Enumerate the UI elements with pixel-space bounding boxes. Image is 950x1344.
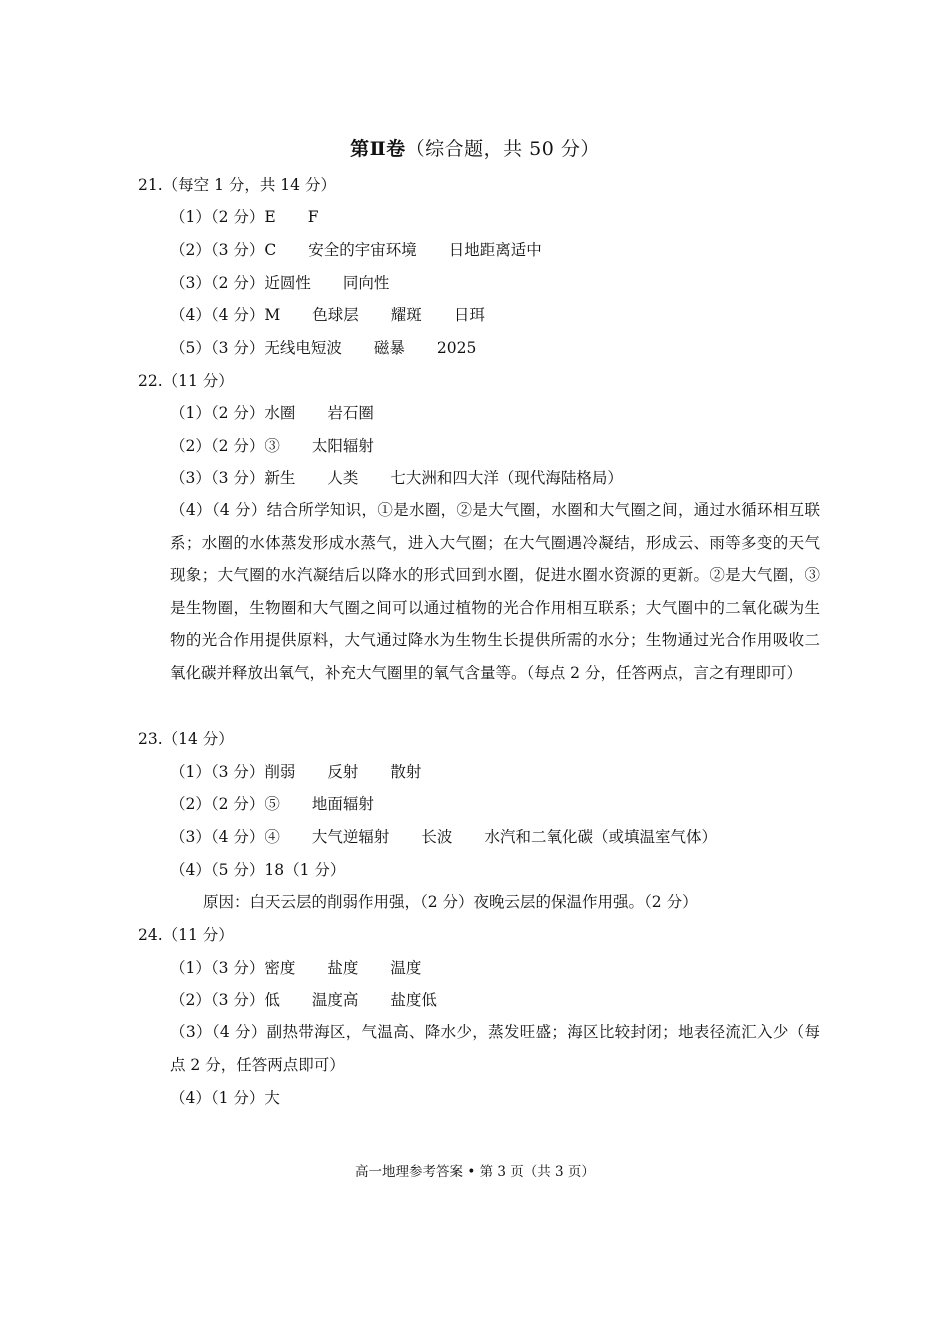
- q23-header: 23.（14 分）: [138, 730, 234, 748]
- q21-item-4: （4）（4 分）M 色球层 耀斑 日珥: [170, 306, 485, 324]
- q21-item-1: （1）（2 分）E F: [170, 208, 319, 226]
- q21-item-5: （5）（3 分）无线电短波 磁暴 2025: [170, 339, 477, 357]
- q23-item-3: （3）（4 分）④ 大气逆辐射 长波 水汽和二氧化碳（或填温室气体）: [170, 828, 717, 846]
- q22-item-2: （2）（2 分）③ 太阳辐射: [170, 437, 374, 455]
- q24-item-2: （2）（3 分）低 温度高 盐度低: [170, 991, 437, 1009]
- q24-item-4: （4）（1 分）大: [170, 1089, 280, 1107]
- q23-reason: 原因：白天云层的削弱作用强，（2 分）夜晚云层的保温作用强。（2 分）: [203, 893, 698, 911]
- section-title-bold: 第Ⅱ卷: [350, 138, 406, 160]
- q22-item-1: （1）（2 分）水圈 岩石圈: [170, 404, 374, 422]
- page-footer: 高一地理参考答案 • 第 3 页（共 3 页）: [355, 1164, 595, 1180]
- section-title-rest: （综合题，共 50 分）: [405, 138, 600, 160]
- q23-item-4: （4）（5 分）18（1 分）: [170, 861, 346, 879]
- q24-item-1: （1）（3 分）密度 盐度 温度: [170, 959, 422, 977]
- q22-item-3: （3）（3 分）新生 人类 七大洲和四大洋（现代海陆格局）: [170, 469, 623, 487]
- q23-item-1: （1）（3 分）削弱 反射 散射: [170, 763, 422, 781]
- q22-item-4-paragraph: （4）（4 分）结合所学知识，①是水圈，②是大气圈，水圈和大气圈之间，通过水循环相互联系；水圈的水体蒸发形成水蒸气，进入大气圈；在大气圈遇冷凝结，形成云、雨等多变的天气现象；大气圈的水汽凝结后以降水的形式回到水圈，促进水圈水资源的更新。②是大气圈，③是生物圈，生物圈和大气圈之间可以通过植物的光合作用相互联系；大气圈中的二氧化碳为生物的光合作用提供原料，大气通过降水为生物生长提供所需的水分；生物通过光合作用吸收二氧化碳并释放出氧气，补充大气圈里的氧气含量等。（每点 2 分，任答两点，言之有理即可）: [170, 501, 820, 682]
- q21-item-3: （3）（2 分）近圆性 同向性: [170, 274, 390, 292]
- q23-item-2: （2）（2 分）⑤ 地面辐射: [170, 795, 374, 813]
- q24-item-3-paragraph: （3）（4 分）副热带海区，气温高、降水少，蒸发旺盛；海区比较封闭；地表径流汇入少（每点 2 分，任答两点即可）: [170, 1023, 820, 1074]
- section-title: [0, 134, 950, 161]
- q21-item-2: （2）（3 分）C 安全的宇宙环境 日地距离适中: [170, 241, 542, 259]
- q24-header: 24.（11 分）: [138, 926, 234, 944]
- q21-header: 21.（每空 1 分，共 14 分）: [138, 176, 336, 194]
- q22-header: 22.（11 分）: [138, 372, 234, 390]
